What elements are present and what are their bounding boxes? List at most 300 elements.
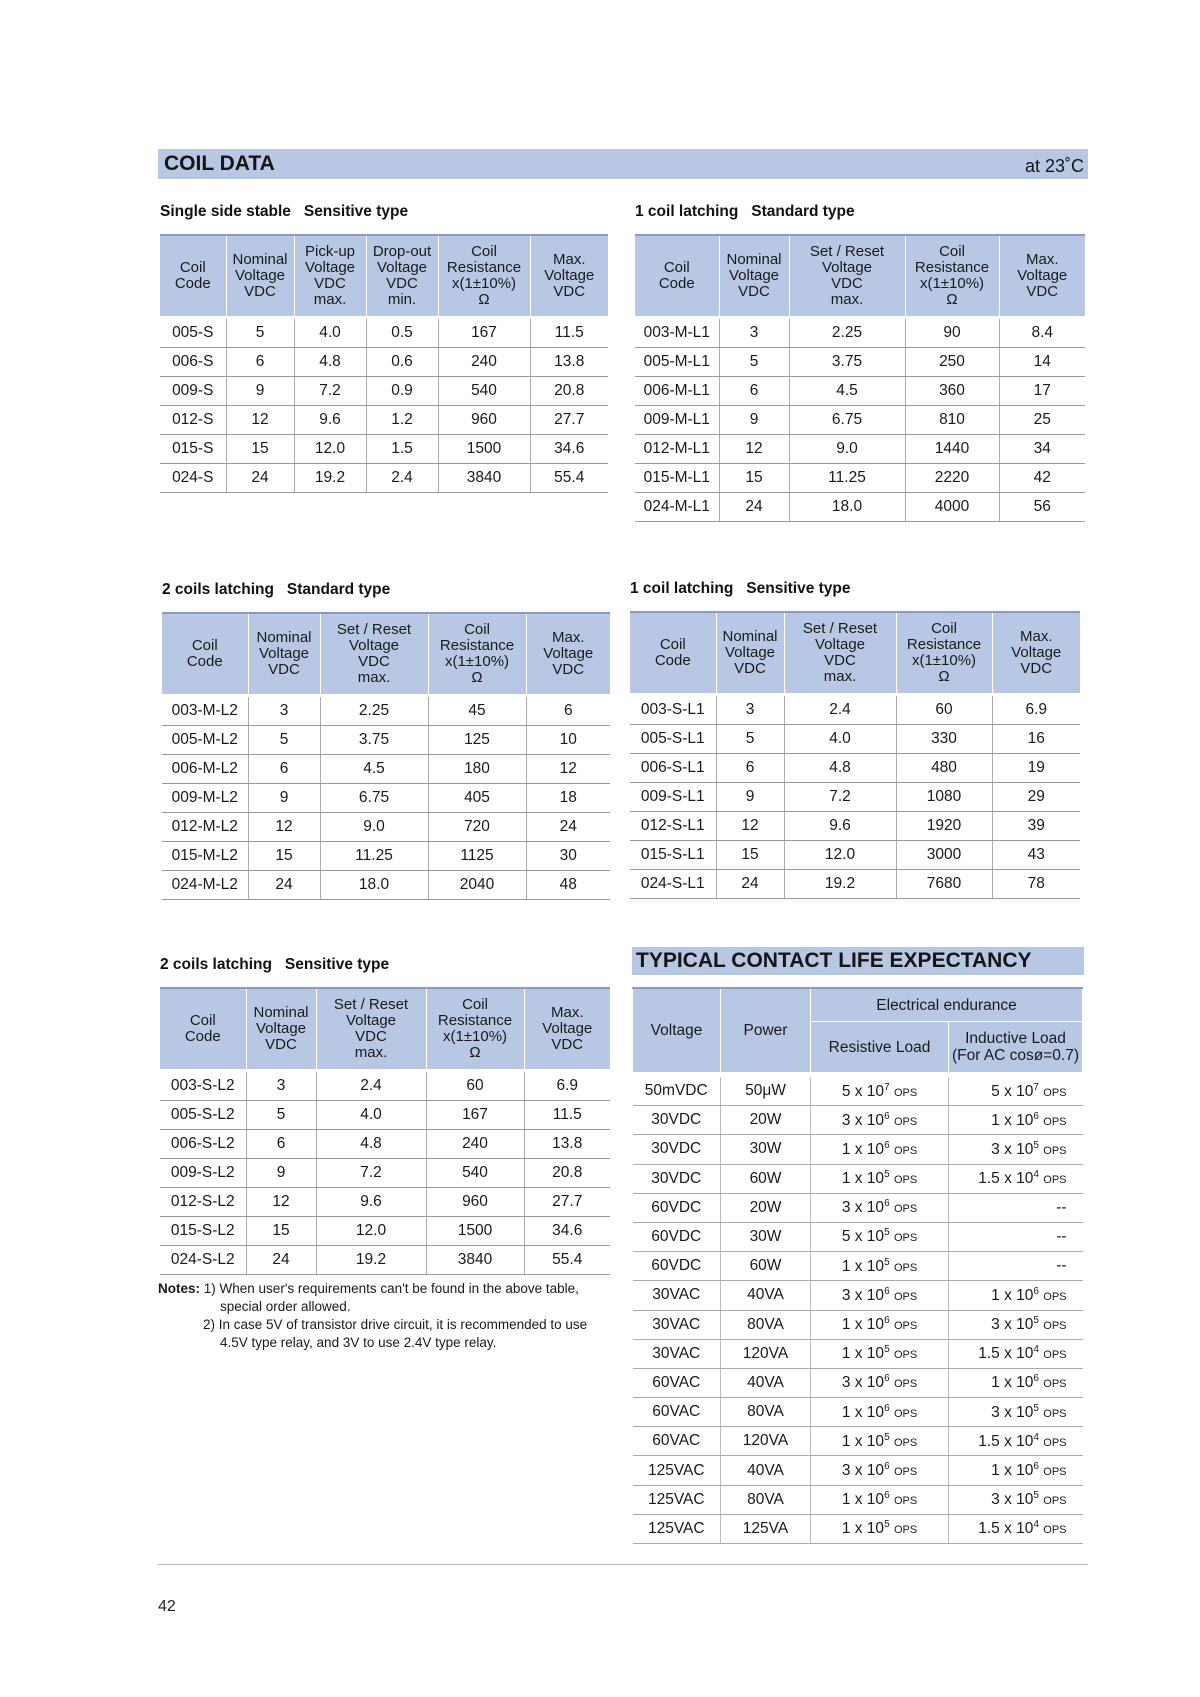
table-cell: 005-S-L2 <box>160 1101 246 1130</box>
coil-data-table <box>160 987 610 1275</box>
table-cell: 015-M-L2 <box>162 842 248 871</box>
table-row <box>633 1077 1083 1106</box>
exponent: 7 <box>1033 1081 1039 1093</box>
table-cell: 30 <box>526 842 610 871</box>
table-cell: 1440 <box>905 435 999 464</box>
resistive-load-cell <box>811 1281 949 1310</box>
header-power: Power <box>721 988 811 1073</box>
table-row <box>160 1246 610 1275</box>
table-cell: 55.4 <box>524 1246 610 1275</box>
table-cell: 960 <box>438 406 530 435</box>
table-cell: 60VDC <box>633 1222 721 1251</box>
table-cell: 5 <box>226 319 294 348</box>
table-cell: 15 <box>716 841 784 870</box>
unit-ops: OPS <box>1043 1145 1067 1158</box>
table-cell: 9 <box>246 1159 316 1188</box>
table-row <box>633 1427 1083 1456</box>
table-cell: 167 <box>438 319 530 348</box>
table-cell: 11.25 <box>789 464 905 493</box>
column-header: Set / Reset Voltage VDC max. <box>789 235 905 316</box>
table-cell: 40VA <box>721 1456 811 1485</box>
table-cell: 30VDC <box>633 1164 721 1193</box>
table-cell: 8.4 <box>999 319 1085 348</box>
table-cell: 330 <box>896 725 992 754</box>
exponent: 5 <box>884 1227 890 1239</box>
table-row <box>635 493 1085 522</box>
mantissa: 1.5 x 10 <box>978 1432 1034 1450</box>
table-cell: 180 <box>428 755 526 784</box>
table-cell: 005-S-L1 <box>630 725 716 754</box>
table-row <box>633 1252 1083 1281</box>
table-cell: 60 <box>896 696 992 725</box>
unit-ops: OPS <box>893 1290 918 1303</box>
resistive-load-cell <box>811 1368 949 1397</box>
coil-data-table <box>162 612 610 900</box>
table-cell: 12 <box>246 1188 316 1217</box>
table-cell: 12.0 <box>294 435 366 464</box>
column-header: Coil Code <box>160 988 246 1069</box>
table-cell: 11.25 <box>320 842 428 871</box>
column-header: Max. Voltage VDC <box>524 988 610 1069</box>
unit-ops: OPS <box>893 1378 918 1391</box>
table-cell: 55.4 <box>530 464 608 493</box>
table-row <box>160 1130 610 1159</box>
table-cell: 20W <box>721 1106 811 1135</box>
unit-ops: OPS <box>893 1115 918 1128</box>
mantissa: 3 x 10 <box>841 1462 885 1480</box>
table-row <box>160 406 608 435</box>
table-cell: 9.6 <box>784 812 896 841</box>
table-cell: 015-S-L2 <box>160 1217 246 1246</box>
table-cell: 012-S <box>160 406 226 435</box>
mantissa: 3 x 10 <box>841 1286 885 1304</box>
mantissa: 1.5 x 10 <box>978 1520 1034 1538</box>
column-header: Coil Code <box>160 235 226 316</box>
mantissa: 3 x 10 <box>991 1141 1034 1159</box>
inductive-load-cell <box>949 1514 1083 1543</box>
inductive-load-cell <box>949 1077 1083 1106</box>
table-row <box>162 784 610 813</box>
table-cell: 16 <box>992 725 1080 754</box>
life-expectancy-block <box>632 987 1082 1544</box>
table-cell: 3 <box>246 1072 316 1101</box>
table-cell: 3.75 <box>320 726 428 755</box>
unit-ops: OPS <box>893 1203 918 1216</box>
coil-data-banner <box>158 149 1088 179</box>
table-cell: 50μW <box>721 1077 811 1106</box>
table-cell: 13.8 <box>530 348 608 377</box>
table-cell: 34.6 <box>530 435 608 464</box>
table-cell: 24 <box>248 871 320 900</box>
table-cell: 006-M-L2 <box>162 755 248 784</box>
exponent: 4 <box>1033 1169 1039 1181</box>
table-cell: 18.0 <box>320 871 428 900</box>
table-row <box>633 1164 1083 1193</box>
table-title: 2 coils latching Sensitive type <box>160 956 390 973</box>
table-cell: 12 <box>248 813 320 842</box>
exponent: 5 <box>1033 1402 1039 1414</box>
table-cell: 1.5 <box>366 435 438 464</box>
table-row <box>630 696 1080 725</box>
exponent: 5 <box>1033 1490 1039 1502</box>
table-row <box>635 377 1085 406</box>
table-cell: 10 <box>526 726 610 755</box>
table-cell: 9.6 <box>294 406 366 435</box>
table-cell: 27.7 <box>524 1188 610 1217</box>
inductive-load-cell <box>949 1164 1083 1193</box>
exponent: 6 <box>884 1139 890 1151</box>
table-1-coil-latching-sensitive <box>630 579 1080 899</box>
table-cell: 125VA <box>721 1514 811 1543</box>
table-cell: 009-M-L2 <box>162 784 248 813</box>
table-row <box>160 348 608 377</box>
unit-ops: OPS <box>1043 1524 1067 1537</box>
table-cell: 18.0 <box>789 493 905 522</box>
table-cell: 2040 <box>428 871 526 900</box>
table-cell: 6 <box>246 1130 316 1159</box>
table-cell: 30W <box>721 1135 811 1164</box>
mantissa: 1.5 x 10 <box>978 1345 1034 1363</box>
table-cell: 3840 <box>438 464 530 493</box>
unit-ops: OPS <box>893 1407 918 1420</box>
exponent: 6 <box>1033 1373 1039 1385</box>
table-cell: 24 <box>719 493 789 522</box>
table-cell: 3.75 <box>789 348 905 377</box>
table-cell: 024-M-L1 <box>635 493 719 522</box>
column-header: Pick-up Voltage VDC max. <box>294 235 366 316</box>
mantissa: 5 x 10 <box>841 1228 885 1246</box>
table-cell: 5 <box>719 348 789 377</box>
mantissa: -- <box>1056 1228 1067 1246</box>
mantissa: 3 x 10 <box>841 1111 885 1129</box>
mantissa: 1 x 10 <box>991 1111 1034 1129</box>
table-cell: 60W <box>721 1252 811 1281</box>
exponent: 6 <box>884 1402 890 1414</box>
mantissa: 1 x 10 <box>841 1520 885 1538</box>
exponent: 5 <box>884 1431 890 1443</box>
resistive-load-cell <box>811 1252 949 1281</box>
table-cell: 4.5 <box>320 755 428 784</box>
table-cell: 6 <box>248 755 320 784</box>
column-header: Coil Code <box>162 613 248 694</box>
table-cell: 015-S <box>160 435 226 464</box>
table-cell: 12 <box>226 406 294 435</box>
table-cell: 024-S-L2 <box>160 1246 246 1275</box>
resistive-load-cell <box>811 1339 949 1368</box>
table-cell: 30VAC <box>633 1281 721 1310</box>
table-cell: 17 <box>999 377 1085 406</box>
exponent: 5 <box>884 1344 890 1356</box>
table-row <box>162 697 610 726</box>
coil-data-table <box>160 234 608 493</box>
table-row <box>160 1188 610 1217</box>
table-title: 1 coil latching Standard type <box>635 203 855 220</box>
unit-ops: OPS <box>1043 1115 1067 1128</box>
table-title: 1 coil latching Sensitive type <box>630 580 851 597</box>
table-cell: 3 <box>716 696 784 725</box>
inductive-load-cell <box>949 1222 1083 1251</box>
table-cell: 2.25 <box>320 697 428 726</box>
life-expectancy-banner <box>632 947 1084 975</box>
resistive-load-cell <box>811 1427 949 1456</box>
table-cell: 11.5 <box>524 1101 610 1130</box>
table-cell: 2220 <box>905 464 999 493</box>
table-row <box>162 726 610 755</box>
coil-data-title: COIL DATA <box>164 152 275 175</box>
column-header: Max. Voltage VDC <box>526 613 610 694</box>
mantissa: 1 x 10 <box>841 1257 885 1275</box>
table-cell: 1500 <box>426 1217 524 1246</box>
table-cell: 6 <box>226 348 294 377</box>
table-cell: 240 <box>438 348 530 377</box>
table-cell: 80VA <box>721 1310 811 1339</box>
table-cell: 6 <box>719 377 789 406</box>
table-row <box>635 406 1085 435</box>
table-cell: 42 <box>999 464 1085 493</box>
table-cell: 167 <box>426 1101 524 1130</box>
table-row <box>630 841 1080 870</box>
mantissa: -- <box>1056 1198 1067 1216</box>
unit-ops: OPS <box>1043 1349 1067 1362</box>
note-line: 2) In case 5V of transistor drive circuit, it is recommended to use <box>203 1317 588 1332</box>
mantissa: 5 x 10 <box>841 1082 885 1100</box>
table-cell: 9 <box>226 377 294 406</box>
table-cell: 24 <box>526 813 610 842</box>
table-title: 2 coils latching Standard type <box>162 581 391 598</box>
mantissa: 1 x 10 <box>991 1374 1034 1392</box>
header-voltage: Voltage <box>633 988 721 1073</box>
table-cell: 003-S-L2 <box>160 1072 246 1101</box>
resistive-load-cell <box>811 1222 949 1251</box>
table-cell: 2.4 <box>366 464 438 493</box>
table-cell: 56 <box>999 493 1085 522</box>
table-cell: 12.0 <box>784 841 896 870</box>
table-row <box>633 1368 1083 1397</box>
life-expectancy-table <box>632 987 1083 1544</box>
notes <box>158 1280 618 1352</box>
inductive-load-cell <box>949 1193 1083 1222</box>
column-header: Max. Voltage VDC <box>999 235 1085 316</box>
table-cell: 80VA <box>721 1485 811 1514</box>
table-row <box>635 319 1085 348</box>
resistive-load-cell <box>811 1398 949 1427</box>
table-cell: 20.8 <box>530 377 608 406</box>
resistive-load-cell <box>811 1077 949 1106</box>
table-cell: 60VAC <box>633 1427 721 1456</box>
table-cell: 3840 <box>426 1246 524 1275</box>
table-cell: 4.0 <box>294 319 366 348</box>
inductive-load-cell <box>949 1485 1083 1514</box>
temperature-condition: at 23˚C <box>1024 156 1084 176</box>
table-cell: 1920 <box>896 812 992 841</box>
table-title: Single side stable Sensitive type <box>160 203 409 220</box>
table-cell: 9 <box>719 406 789 435</box>
table-cell: 15 <box>248 842 320 871</box>
table-cell: 540 <box>438 377 530 406</box>
table-row <box>162 842 610 871</box>
table-cell: 30VAC <box>633 1310 721 1339</box>
coil-data-table <box>635 234 1085 522</box>
exponent: 4 <box>1033 1519 1039 1531</box>
resistive-load-cell <box>811 1106 949 1135</box>
table-cell: 15 <box>719 464 789 493</box>
table-cell: 24 <box>246 1246 316 1275</box>
table-cell: 4.0 <box>784 725 896 754</box>
resistive-load-cell <box>811 1485 949 1514</box>
table-2-coils-latching-standard <box>162 580 610 900</box>
exponent: 6 <box>884 1198 890 1210</box>
table-cell: 60 <box>426 1072 524 1101</box>
unit-ops: OPS <box>893 1174 918 1187</box>
column-header: Coil Resistance x(1±10%) Ω <box>905 235 999 316</box>
table-row <box>162 871 610 900</box>
table-cell: 50mVDC <box>633 1077 721 1106</box>
unit-ops: OPS <box>893 1086 918 1099</box>
mantissa: -- <box>1056 1257 1067 1275</box>
mantissa: 1 x 10 <box>841 1403 885 1421</box>
table-cell: 3000 <box>896 841 992 870</box>
table-cell: 9 <box>716 783 784 812</box>
table-row <box>633 1310 1083 1339</box>
table-cell: 11.5 <box>530 319 608 348</box>
table-row <box>630 725 1080 754</box>
table-cell: 003-S-L1 <box>630 696 716 725</box>
table-cell: 6.9 <box>992 696 1080 725</box>
table-cell: 125VAC <box>633 1514 721 1543</box>
unit-ops: OPS <box>1043 1086 1067 1099</box>
table-cell: 4.8 <box>784 754 896 783</box>
table-cell: 0.9 <box>366 377 438 406</box>
table-cell: 20W <box>721 1193 811 1222</box>
table-cell: 4000 <box>905 493 999 522</box>
table-cell: 9.0 <box>320 813 428 842</box>
table-cell: 006-S-L2 <box>160 1130 246 1159</box>
table-cell: 1125 <box>428 842 526 871</box>
resistive-load-cell <box>811 1456 949 1485</box>
table-cell: 12 <box>526 755 610 784</box>
table-cell: 1500 <box>438 435 530 464</box>
table-cell: 18 <box>526 784 610 813</box>
table-cell: 7.2 <box>784 783 896 812</box>
table-cell: 30VDC <box>633 1106 721 1135</box>
inductive-load-cell <box>949 1368 1083 1397</box>
table-row <box>633 1281 1083 1310</box>
table-row <box>635 348 1085 377</box>
table-row <box>633 1514 1083 1543</box>
table-cell: 006-S <box>160 348 226 377</box>
table-row <box>160 377 608 406</box>
exponent: 6 <box>1033 1110 1039 1122</box>
table-cell: 3 <box>248 697 320 726</box>
table-cell: 009-S-L1 <box>630 783 716 812</box>
table-cell: 14 <box>999 348 1085 377</box>
mantissa: 3 x 10 <box>841 1199 885 1217</box>
resistive-load-cell <box>811 1135 949 1164</box>
unit-ops: OPS <box>1043 1378 1067 1391</box>
mantissa: 3 x 10 <box>991 1491 1034 1509</box>
exponent: 6 <box>884 1460 890 1472</box>
column-header: Coil Resistance x(1±10%) Ω <box>428 613 526 694</box>
unit-ops: OPS <box>1043 1290 1067 1303</box>
exponent: 5 <box>884 1169 890 1181</box>
column-header: Nominal Voltage VDC <box>716 612 784 693</box>
mantissa: 3 x 10 <box>841 1374 885 1392</box>
table-cell: 1.2 <box>366 406 438 435</box>
table-cell: 19.2 <box>784 870 896 899</box>
table-cell: 40VA <box>721 1281 811 1310</box>
table-cell: 1080 <box>896 783 992 812</box>
table-cell: 480 <box>896 754 992 783</box>
column-header: Nominal Voltage VDC <box>246 988 316 1069</box>
footer-rule <box>158 1564 1088 1565</box>
table-cell: 720 <box>428 813 526 842</box>
table-row <box>633 1106 1083 1135</box>
table-cell: 9.6 <box>316 1188 426 1217</box>
note-line: 4.5V type relay, and 3V to use 2.4V type relay. <box>220 1335 497 1350</box>
table-cell: 003-M-L1 <box>635 319 719 348</box>
table-cell: 12 <box>716 812 784 841</box>
table-cell: 20.8 <box>524 1159 610 1188</box>
table-cell: 024-S <box>160 464 226 493</box>
table-cell: 005-M-L1 <box>635 348 719 377</box>
column-header: Max. Voltage VDC <box>530 235 608 316</box>
table-cell: 125VAC <box>633 1485 721 1514</box>
table-cell: 4.8 <box>316 1130 426 1159</box>
table-2-coils-latching-sensitive <box>160 955 610 1275</box>
unit-ops: OPS <box>893 1232 918 1245</box>
table-cell: 39 <box>992 812 1080 841</box>
table-cell: 7.2 <box>316 1159 426 1188</box>
mantissa: 1 x 10 <box>841 1170 885 1188</box>
table-cell: 6 <box>526 697 610 726</box>
resistive-load-cell <box>811 1310 949 1339</box>
table-cell: 15 <box>246 1217 316 1246</box>
table-cell: 15 <box>226 435 294 464</box>
inductive-load-cell <box>949 1252 1083 1281</box>
table-cell: 0.6 <box>366 348 438 377</box>
table-cell: 90 <box>905 319 999 348</box>
table-cell: 24 <box>226 464 294 493</box>
table-cell: 48 <box>526 871 610 900</box>
life-expectancy-title: TYPICAL CONTACT LIFE EXPECTANCY <box>636 949 1032 972</box>
table-cell: 27.7 <box>530 406 608 435</box>
table-cell: 19.2 <box>294 464 366 493</box>
table-cell: 5 <box>246 1101 316 1130</box>
table-cell: 012-S-L1 <box>630 812 716 841</box>
table-cell: 60VAC <box>633 1368 721 1397</box>
unit-ops: OPS <box>893 1261 918 1274</box>
table-cell: 125VAC <box>633 1456 721 1485</box>
inductive-load-cell <box>949 1339 1083 1368</box>
table-1-coil-latching-standard <box>635 202 1085 522</box>
table-row <box>633 1398 1083 1427</box>
exponent: 6 <box>884 1315 890 1327</box>
table-row <box>162 755 610 784</box>
table-cell: 60W <box>721 1164 811 1193</box>
header-electrical-endurance: Electrical endurance <box>811 988 1083 1022</box>
table-cell: 012-M-L2 <box>162 813 248 842</box>
inductive-load-cell <box>949 1310 1083 1339</box>
exponent: 6 <box>1033 1460 1039 1472</box>
table-cell: 3 <box>719 319 789 348</box>
unit-ops: OPS <box>1043 1320 1067 1333</box>
unit-ops: OPS <box>893 1145 918 1158</box>
exponent: 5 <box>1033 1139 1039 1151</box>
table-cell: 009-S <box>160 377 226 406</box>
table-cell: 005-M-L2 <box>162 726 248 755</box>
table-cell: 012-S-L2 <box>160 1188 246 1217</box>
unit-ops: OPS <box>893 1349 918 1362</box>
